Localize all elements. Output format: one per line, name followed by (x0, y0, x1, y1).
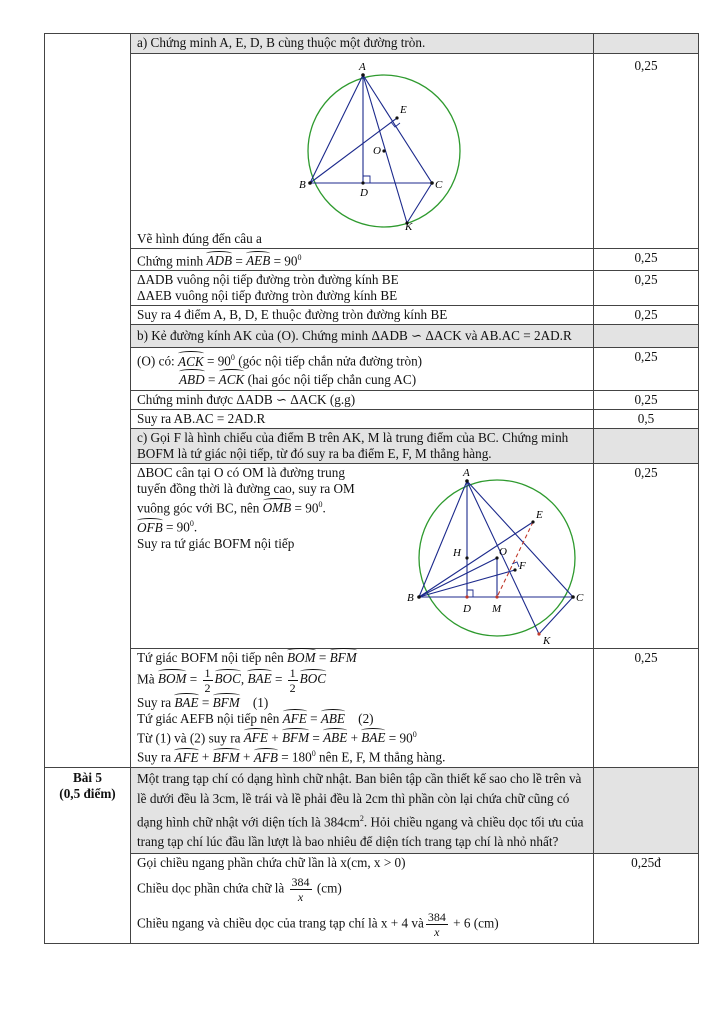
part-a-title-score (594, 34, 699, 54)
part-c-title-score (594, 428, 699, 463)
part-b-title-score (594, 325, 699, 348)
fig2-label-A: A (463, 466, 470, 479)
fig2-label-K: K (543, 634, 551, 647)
fig1-label-B: B (299, 179, 306, 191)
bai5-problem-score (594, 768, 699, 854)
part-c-step1-score: 0,25 (594, 463, 699, 648)
fig1-label-E: E (400, 104, 407, 116)
fig1-label-O: O (373, 145, 381, 157)
figure-1-diagram (277, 55, 497, 233)
fig2-label-M: M (492, 602, 502, 615)
part-b-angles-score: 0,25 (594, 348, 699, 390)
fig2-label-C: C (576, 591, 584, 604)
part-b-similar-score: 0,25 (594, 390, 699, 409)
part-c-step1-text: ΔBOC cân tại O có OM là đường trung tuyến đồng thời là đường cao, suy ra OM vuông góc với BC, nên OMB = $90^0$. OFB = $90^0$. Suy ra tứ giác BOFM nội tiếp (137, 464, 355, 551)
bai5-label: Bài 5 (0,5 điểm) (45, 768, 131, 944)
part-b-conclusion-score: 0,5 (594, 409, 699, 428)
part-b-angles: (O) có: ACK = $90^0$ (góc nội tiếp chắn nửa đường tròn) ABD = ACK (hai góc nội tiếp chắn cung AC) (131, 348, 594, 390)
bai5-solution: Gọi chiều ngang phần chứa chữ lần là x(cm, x > 0) Chiều dọc phần chứa chữ là $\frac{384}{x}$ (cm) Chiều ngang và chiều dọc của trang tạp chí là x + 4 và $\frac{384}{x}$ + 6 (cm) (131, 854, 594, 944)
fig1-label-D: D (360, 187, 368, 199)
figure-1-cell (131, 54, 594, 249)
part-b-title: b) Kẻ đường kính AK của (O). Chứng minh ΔADB ∽ ΔACK và AB.AC = 2AD.R (131, 325, 594, 348)
bai5-problem: Một trang tạp chí có dạng hình chữ nhật. Ban biên tập cần thiết kế sao cho lề trên và lề dưới đều là 3cm, lề trái và lề phải đều là 2cm thì phần còn lại chứa chữ cũng có dạng hình chữ nhật với diện tích là $384cm^2$. Hỏi chiều ngang và chiều dọc tối ưu của trang tạp chí lúc đầu lần lượt là bao nhiêu để diện tích trang tạp chí là nhỏ nhất? (131, 768, 594, 854)
angle-adb-score: 0,25 (594, 249, 699, 271)
fig2-label-B: B (407, 591, 414, 604)
draw-score: 0,25 (594, 54, 699, 249)
part-c-title: c) Gọi F là hình chiếu của điểm B trên AK, M là trung điểm của BC. Chứng minh BOFM là tứ giác nội tiếp, từ đó suy ra ba điểm E, F, M thẳng hàng. (131, 428, 594, 463)
draw-note: Vẽ hình đúng đến câu a (137, 231, 262, 246)
figure-2-diagram (407, 466, 591, 647)
part-c-step1-cell (131, 463, 594, 648)
fig2-label-H: H (453, 546, 461, 559)
fig1-label-C: C (435, 179, 443, 191)
fig2-label-O: O (499, 545, 507, 558)
part-c-step2: Tứ giác BOFM nội tiếp nên BOM = BFM Mà BOM = $\frac{1}{2}$ BOC, BAE = $\frac{1}{2}$ BOC Suy ra BAE = BFM (1) Tứ giác AEFB nội tiếp nên AFE = ABE (2) Từ (1) và (2) suy ra AFE + BFM = ABE + BAE = $90^0$ Suy ra AFE + BFM + AFB = $180^0$ nên E, F, M thẳng hàng. (131, 648, 594, 767)
part-a-title: a) Chứng minh A, E, D, B cùng thuộc một đường tròn. (131, 34, 594, 54)
bai5-solution-score: 0,25đ (594, 854, 699, 944)
part-a-conclusion: Suy ra 4 điểm A, B, D, E thuộc đường tròn đường kính BE (131, 306, 594, 325)
triangle-score: 0,25 (594, 271, 699, 306)
bai5-table (44, 767, 699, 944)
angle-adb-line: Chứng minh ADB = AEB = $90^0$ (131, 249, 594, 271)
fig1-label-A: A (359, 61, 366, 73)
triangle-lines: ΔADB vuông nội tiếp đường tròn đường kính BE ΔAEB vuông nội tiếp đường tròn đường kính BE (131, 271, 594, 306)
fig1-label-K: K (405, 221, 413, 233)
part-b-conclusion: Suy ra AB.AC = 2AD.R (131, 409, 594, 428)
fig2-label-E: E (536, 508, 543, 521)
part-b-similar: Chứng minh được ΔADB ∽ ΔACK (g.g) (131, 390, 594, 409)
empty-label-cell (45, 34, 131, 768)
part-a-conclusion-score: 0,25 (594, 306, 699, 325)
fig2-label-D: D (463, 602, 471, 615)
fig2-label-F: F (519, 559, 526, 572)
answer-table (44, 33, 699, 768)
part-c-step2-score: 0,25 (594, 648, 699, 767)
